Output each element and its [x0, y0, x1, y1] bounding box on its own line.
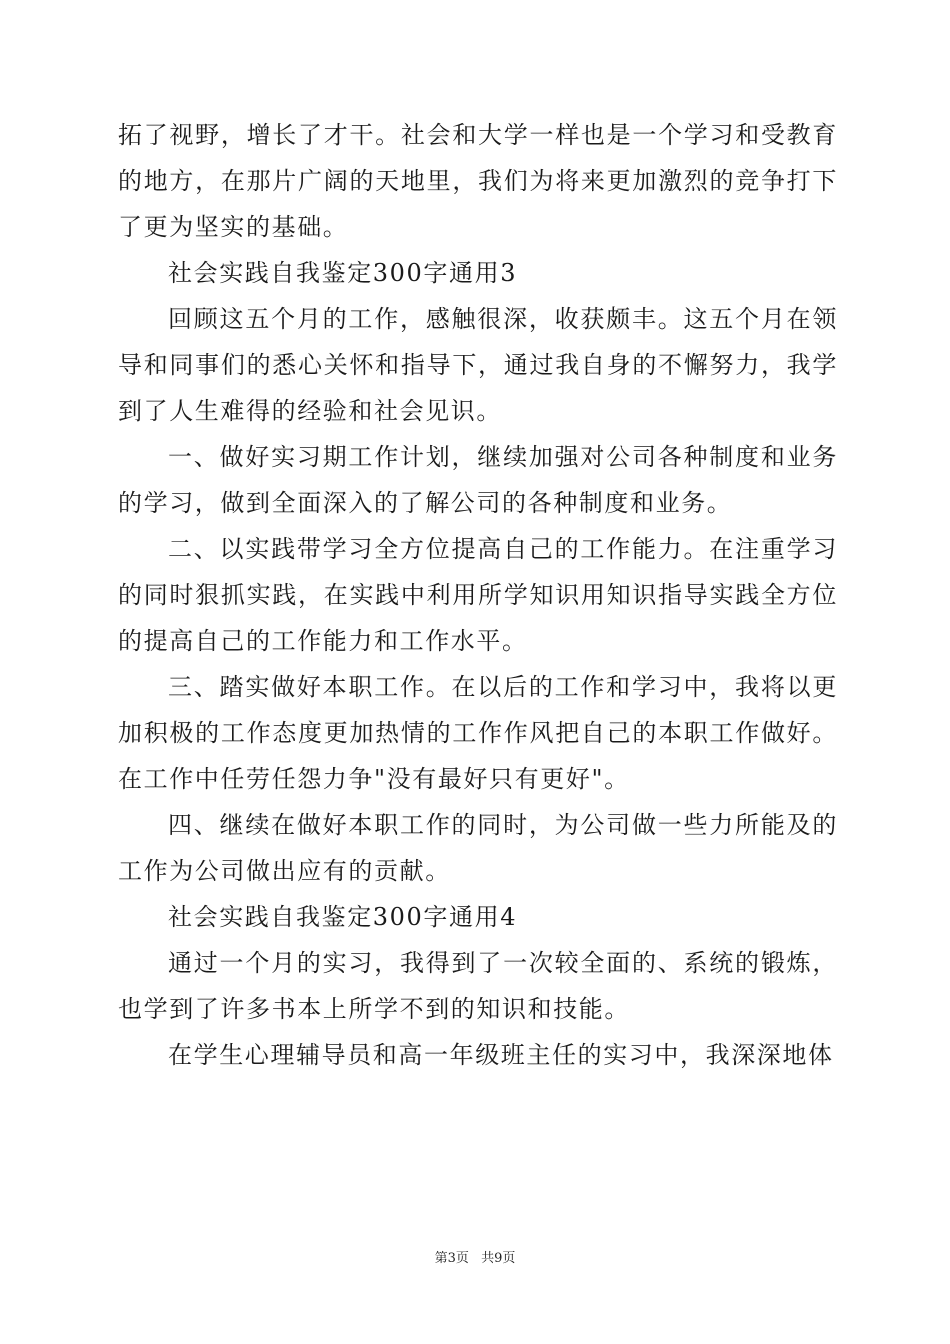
- paragraph-item-1: 一、做好实习期工作计划，继续加强对公司各种制度和业务的学习，做到全面深入的了解公司的各种制度和业务。: [118, 443, 838, 517]
- paragraph-item-3: 三、踏实做好本职工作。在以后的工作和学习中，我将以更加积极的工作态度更加热情的工作作风把自己的本职工作做好。在工作中任劳任怨力争"没有最好只有更好"。: [118, 673, 838, 793]
- paragraph-counselor: 在学生心理辅导员和高一年级班主任的实习中，我深深地体: [168, 1041, 834, 1069]
- paragraph-continuation: 拓了视野，增长了才干。社会和大学一样也是一个学习和受教育的地方，在那片广阔的天地里，我们为将来更加激烈的竞争打下了更为坚实的基础。: [118, 121, 838, 241]
- paragraph-internship: 通过一个月的实习，我得到了一次较全面的、系统的锻炼，也学到了许多书本上所学不到的知识和技能。: [118, 949, 838, 1023]
- document-body: [118, 112, 838, 1078]
- paragraph-review: 回顾这五个月的工作，感触很深，收获颇丰。这五个月在领导和同事们的悉心关怀和指导下，通过我自身的不懈努力，我学到了人生难得的经验和社会见识。: [118, 305, 838, 425]
- page-footer: [0, 1247, 950, 1266]
- page-number: 第3页: [434, 1251, 469, 1266]
- section-heading-3: 社会实践自我鉴定300字通用3: [168, 259, 518, 287]
- section-heading-4: 社会实践自我鉴定300字通用4: [168, 903, 518, 931]
- page-total: 共9页: [481, 1251, 516, 1266]
- paragraph-item-4: 四、继续在做好本职工作的同时，为公司做一些力所能及的工作为公司做出应有的贡献。: [118, 811, 838, 885]
- paragraph-item-2: 二、以实践带学习全方位提高自己的工作能力。在注重学习的同时狠抓实践，在实践中利用所学知识用知识指导实践全方位的提高自己的工作能力和工作水平。: [118, 535, 838, 655]
